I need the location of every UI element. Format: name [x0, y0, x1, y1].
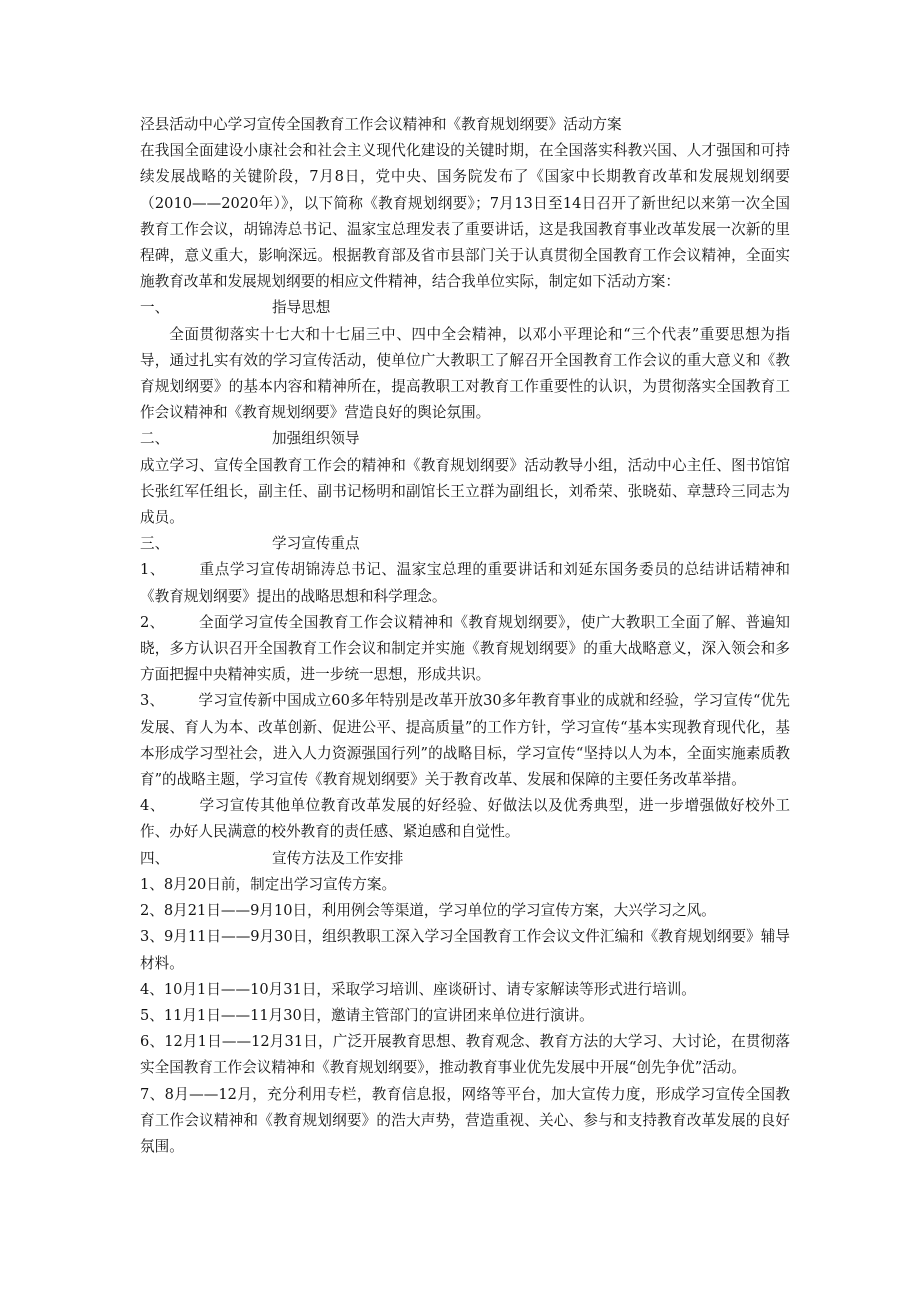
- list-item-text: 重点学习宣传胡锦涛总书记、温家宝总理的重要讲话和刘延东国务委员的总结讲话精神和《教育规划纲要》提出的战略思想和科学理念。: [140, 561, 790, 605]
- list-item-number: 1、: [140, 561, 165, 579]
- schedule-item: 4、10月1日——10月31日，采取学习培训、座谈研讨、请专家解读等形式进行培训。: [140, 980, 696, 998]
- list-item-number: 2、: [140, 613, 165, 631]
- schedule-item: 7、8月——12月，充分利用专栏，教育信息报，网络等平台，加大宣传力度，形成学习宣传全国教育工作会议精神和《教育规划纲要》的浩大声势，营造重视、关心、参与和支持教育改革发展的良好氛围。: [140, 1085, 790, 1155]
- list-item: [140, 793, 790, 845]
- schedule-item: 1、8月20日前，制定出学习宣传方案。: [140, 875, 397, 893]
- section-heading-4: [140, 846, 790, 872]
- list-item-text: 学习宣传其他单位教育改革发展的好经验、好做法以及优秀典型，进一步增强做好校外工作、办好人民满意的校外教育的责任感、紧迫感和自觉性。: [140, 797, 790, 841]
- schedule-item: 3、9月11日——9月30日，组织教职工深入学习全国教育工作会议文件汇编和《教育规划纲要》辅导材料。: [140, 928, 790, 972]
- section-heading-2: [140, 426, 790, 452]
- section-heading-1: [140, 295, 790, 321]
- intro-paragraph: 在我国全面建设小康社会和社会主义现代化建设的关键时期，在全国落实科教兴国、人才强国和可持续发展战略的关键阶段，7月8日，党中央、国务院发布了《国家中长期教育改革和发展规划纲要（2010——2020年）》，以下简称《教育规划纲要》；7月13日至14日召开了新世纪以来第一次全国教育工作会议，胡锦涛总书记、温家宝总理发表了重要讲话，这是我国教育事业改革发展一次新的里程碑，意义重大，影响深远。根据教育部及省市县部门关于认真贯彻全国教育工作会议精神，全面实施教育改革和发展规划纲要的相应文件精神，结合我单位实际，制定如下活动方案：: [140, 142, 790, 291]
- list-item-number: 3、: [140, 692, 165, 710]
- list-item: [140, 557, 790, 609]
- list-item-text: 全面学习宣传全国教育工作会议精神和《教育规划纲要》，使广大教职工全面了解、普遍知晓，多方认识召开全国教育工作会议和制定并实施《教育规划纲要》的重大战略意义，深入领会和多方面把握中央精神实质，进一步统一思想，形成共识。: [140, 613, 790, 684]
- list-item-text: 学习宣传新中国成立60多年特别是改革开放30多年教育事业的成就和经验，学习宣传“优先发展、育人为本、改革创新、促进公平、提高质量”的工作方针，学习宣传“基本实现教育现代化，基本形成学习型社会，进入人力资源强国行列”的战略目标，学习宣传“坚持以人为本，全面实施素质教育”的战略主题，学习宣传《教育规划纲要》关于教育改革、发展和保障的主要任务改革举措。: [140, 692, 790, 789]
- section-body-2: 成立学习、宣传全国教育工作会的精神和《教育规划纲要》活动教导小组，活动中心主任、图书馆馆长张红军任组长，副主任、副书记杨明和副馆长王立群为副组长，刘希荣、张晓茹、章慧玲三同志为成员。: [140, 456, 790, 527]
- section-heading-3: [140, 531, 790, 557]
- schedule-item: 6、12月1日——12月31日，广泛开展教育思想、教育观念、教育方法的大学习、大讨论，在贯彻落实全国教育工作会议精神和《教育规划纲要》，推动教育事业优先发展中开展“创先争优”活动。: [140, 1033, 790, 1077]
- document-page: [140, 112, 790, 1160]
- section-number: 四、: [140, 849, 170, 867]
- schedule-item: 5、11月1日——11月30日，邀请主管部门的宣讲团来单位进行演讲。: [140, 1006, 594, 1024]
- section-title: 宣传方法及工作安排: [272, 849, 404, 867]
- section-title: 加强组织领导: [272, 430, 360, 448]
- list-item: [140, 688, 790, 793]
- list-item: [140, 610, 790, 689]
- document-title: 泾县活动中心学习宣传全国教育工作会议精神和《教育规划纲要》活动方案: [140, 116, 622, 133]
- list-item-number: 4、: [140, 797, 165, 815]
- section-number: 一、: [140, 299, 170, 317]
- section-body-1: 全面贯彻落实十七大和十七届三中、四中全会精神，以邓小平理论和“三个代表”重要思想为指导，通过扎实有效的学习宣传活动，使单位广大教职工了解召开全国教育工作会议的重大意义和《教育规划纲要》的基本内容和精神所在，提高教职工对教育工作重要性的认识，为贯彻落实全国教育工作会议精神和《教育规划纲要》营造良好的舆论氛围。: [140, 325, 790, 422]
- schedule-item: 2、8月21日——9月10日，利用例会等渠道，学习单位的学习宣传方案，大兴学习之风。: [140, 902, 716, 920]
- section-number: 二、: [140, 430, 170, 448]
- section-title: 学习宣传重点: [272, 535, 360, 553]
- section-title: 指导思想: [272, 299, 331, 317]
- section-number: 三、: [140, 535, 170, 553]
